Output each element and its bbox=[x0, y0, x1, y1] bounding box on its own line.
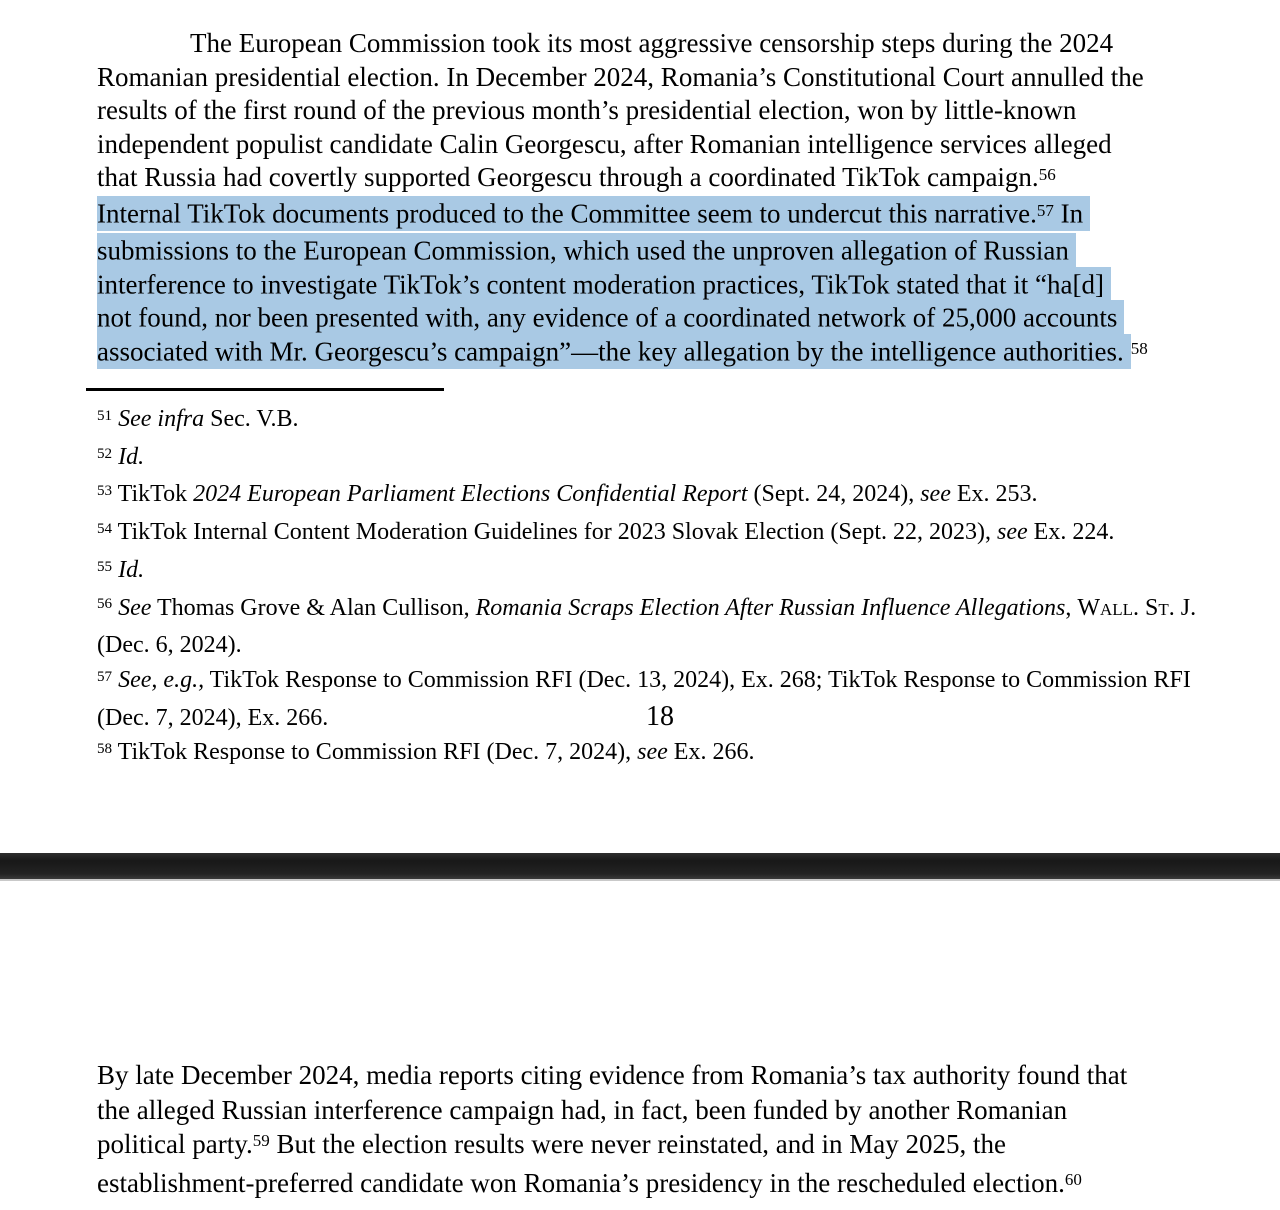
text-line bbox=[97, 161, 1223, 198]
text-line bbox=[97, 1093, 1223, 1128]
text-line bbox=[97, 402, 1232, 440]
footnote-reference: 55 bbox=[97, 558, 113, 575]
footnote-reference: 57 bbox=[97, 668, 113, 685]
text-segment: establishment-preferred candidate won Romania’s presidency in the rescheduled election. bbox=[97, 1167, 1065, 1198]
text-segment: Internal TikTok documents produced to the Committee seem to undercut this narrative. bbox=[97, 198, 1037, 229]
text-line bbox=[97, 591, 1232, 629]
text-line bbox=[97, 1127, 1223, 1166]
text-segment: TikTok Internal Content Moderation Guidelines for 2023 Slovak Election (Sept. 22, 2023), bbox=[112, 519, 997, 546]
text-line bbox=[97, 268, 1223, 302]
selected-text-highlight bbox=[97, 267, 1111, 302]
text-segment: interference to investigate TikTok’s content moderation practices, TikTok stated that it “ha[d] bbox=[97, 269, 1104, 300]
text-segment: 2024 European Parliament Elections Confidential Report bbox=[193, 481, 748, 508]
text-segment: Id. bbox=[118, 443, 145, 470]
text-segment: Sec. V.B. bbox=[204, 406, 299, 432]
text-line bbox=[97, 515, 1232, 553]
footnote-reference: 53 bbox=[97, 483, 113, 500]
text-segment: Ex. 253. bbox=[950, 481, 1038, 508]
text-segment: results of the first round of the previous month’s presidential election, won by little-known bbox=[97, 95, 1077, 126]
text-segment: Romanian presidential election. In December 2024, Romania’s Constitutional Court annulled the bbox=[97, 61, 1144, 92]
text-segment: political party. bbox=[97, 1129, 253, 1160]
text-segment: submissions to the European Commission, which used the unproven allegation of Russian bbox=[97, 235, 1069, 266]
text-segment: (Dec. 7, 2024), Ex. 266. bbox=[97, 704, 329, 731]
text-segment: Thomas Grove & Alan Cullison, bbox=[151, 594, 476, 621]
page-break-bar bbox=[0, 853, 1280, 881]
text-line bbox=[97, 553, 1232, 591]
text-segment: see bbox=[997, 519, 1028, 546]
text-segment: TikTok Response to Commission RFI (Dec. 7, 2024), bbox=[112, 739, 638, 766]
text-segment: see bbox=[637, 739, 668, 766]
footnote-separator-line bbox=[86, 388, 444, 391]
text-segment: See bbox=[118, 594, 152, 621]
text-segment: See, e.g., bbox=[118, 666, 205, 693]
footnote-reference: 60 bbox=[1064, 1169, 1082, 1189]
text-segment: independent populist candidate Calin Georgescu, after Romanian intelligence services alleged bbox=[97, 128, 1112, 159]
text-line bbox=[97, 27, 1223, 61]
text-segment: (Sept. 24, 2024), bbox=[747, 481, 921, 508]
text-segment: But the election results were never reinstated, and in May 2025, the bbox=[269, 1129, 1006, 1160]
text-segment: , bbox=[1065, 594, 1078, 621]
footnote-reference: 52 bbox=[97, 445, 113, 462]
text-segment: not found, nor been presented with, any evidence of a coordinated network of 25,000 accounts bbox=[97, 302, 1118, 333]
text-segment: The European Commission took its most aggressive censorship steps during the 2024 bbox=[190, 28, 1114, 58]
text-segment: See infra bbox=[118, 406, 205, 432]
text-line bbox=[97, 663, 1232, 701]
text-segment: Ex. 224. bbox=[1027, 519, 1115, 546]
text-segment: In bbox=[1053, 198, 1084, 229]
footnote-52 bbox=[97, 440, 1232, 478]
footnote-reference: 57 bbox=[1036, 201, 1054, 221]
text-segment: Id. bbox=[118, 556, 145, 583]
selected-text-highlight bbox=[97, 334, 1131, 369]
footnote-reference: 56 bbox=[1038, 164, 1056, 184]
footnote-reference: 58 bbox=[1130, 338, 1148, 358]
footnote-53 bbox=[97, 477, 1232, 515]
text-segment: that Russia had covertly supported Georgescu through a coordinated TikTok campaign. bbox=[97, 162, 1039, 193]
footnote-reference: 51 bbox=[97, 407, 113, 424]
text-line bbox=[97, 235, 1223, 269]
text-line bbox=[97, 1058, 1223, 1093]
text-segment: TikTok Response to Commission RFI (Dec. 13, 2024), Ex. 268; TikTok Response to Commission RFI bbox=[204, 666, 1191, 693]
text-segment: associated with Mr. Georgescu’s campaign”—the key allegation by the intelligence authorities. bbox=[97, 336, 1124, 367]
text-line bbox=[97, 440, 1232, 478]
text-segment: see bbox=[920, 481, 951, 508]
page18-body-paragraph bbox=[97, 27, 1223, 372]
footnote-55 bbox=[97, 553, 1232, 591]
text-segment: Romania Scraps Election After Russian Influence Allegations bbox=[475, 594, 1066, 621]
text-line bbox=[97, 198, 1223, 235]
footnote-54 bbox=[97, 515, 1232, 553]
footnote-58 bbox=[97, 735, 1232, 773]
text-line bbox=[97, 61, 1223, 95]
text-line bbox=[97, 1166, 1223, 1205]
text-segment: the alleged Russian interference campaign had, in fact, been funded by another Romanian bbox=[97, 1094, 1068, 1125]
text-segment: TikTok bbox=[112, 481, 194, 508]
text-line bbox=[97, 128, 1223, 162]
footnote-51 bbox=[97, 402, 1232, 440]
text-line bbox=[97, 302, 1223, 336]
footnote-reference: 54 bbox=[97, 521, 113, 538]
text-segment: Wall. St. J. bbox=[1077, 594, 1197, 621]
text-segment: By late December 2024, media reports citing evidence from Romania’s tax authority found that bbox=[97, 1060, 1128, 1090]
text-segment: (Dec. 6, 2024). bbox=[97, 632, 242, 659]
footnote-reference: 59 bbox=[252, 1131, 270, 1151]
text-line bbox=[97, 628, 1232, 663]
page19-body-paragraph bbox=[97, 1058, 1223, 1204]
footnote-56 bbox=[97, 591, 1232, 663]
text-line bbox=[97, 335, 1223, 372]
selected-text-highlight bbox=[97, 233, 1076, 268]
text-segment: Ex. 266. bbox=[667, 739, 755, 766]
text-line bbox=[97, 735, 1232, 773]
selected-text-highlight bbox=[97, 300, 1124, 335]
page-number: 18 bbox=[646, 701, 674, 732]
footnote-reference: 58 bbox=[97, 741, 113, 758]
text-line bbox=[97, 477, 1232, 515]
footnote-reference: 56 bbox=[97, 596, 113, 613]
text-line bbox=[97, 94, 1223, 128]
selected-text-highlight bbox=[97, 196, 1090, 231]
